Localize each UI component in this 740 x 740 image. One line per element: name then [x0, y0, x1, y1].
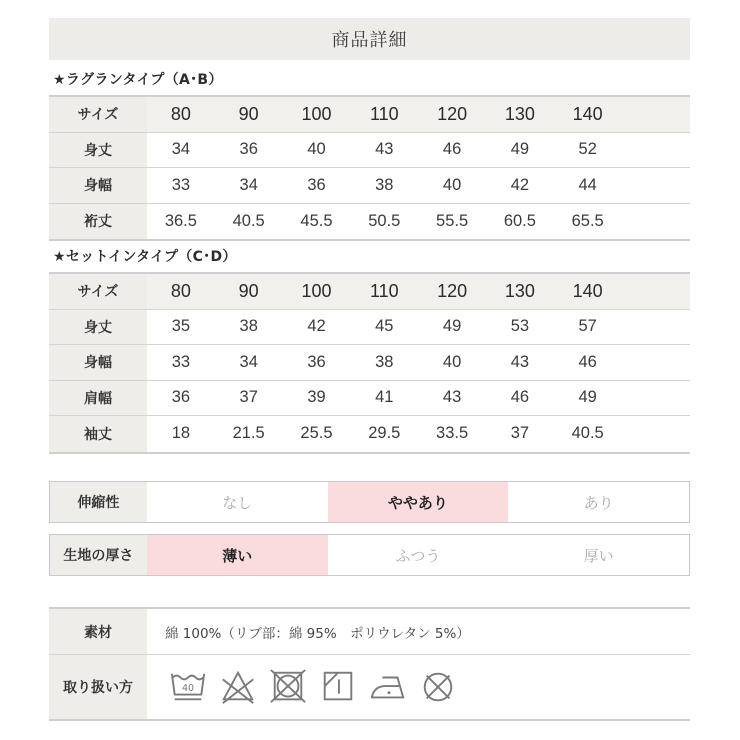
table-cell: 38 — [239, 317, 258, 336]
raglan-heading: ★ラグランタイプ（A･B） — [53, 72, 223, 88]
table-header-row — [49, 274, 690, 310]
table-cell: 46 — [442, 140, 462, 159]
table-cell: 43 — [442, 388, 462, 407]
table-cell: 49 — [442, 317, 462, 336]
no-tumble-dry-icon — [269, 668, 307, 706]
size-header: 130 — [504, 103, 535, 124]
table-cell: 35 — [171, 317, 191, 336]
care-row — [49, 655, 690, 719]
table-cell: 38 — [375, 175, 394, 194]
table-row — [49, 345, 690, 381]
row-label: 袖丈 — [49, 416, 147, 452]
thickness-option-normal: ふつう — [395, 546, 441, 565]
size-header: 80 — [170, 280, 191, 301]
row-label: 身幅 — [49, 345, 147, 380]
table-cell: 60.5 — [503, 211, 536, 230]
table-cell: 40 — [442, 352, 462, 371]
table-cell: 34 — [171, 140, 191, 159]
table-cell: 65.5 — [571, 211, 604, 230]
size-header: 100 — [301, 103, 332, 124]
table-cell: 52 — [578, 140, 597, 159]
table-row — [49, 416, 690, 452]
wash-40-icon — [169, 668, 207, 706]
table-cell: 49 — [510, 140, 530, 159]
low-iron-icon — [369, 668, 407, 706]
table-cell: 55.5 — [436, 211, 469, 230]
no-bleach-icon — [219, 668, 257, 706]
stretch-scale — [49, 481, 690, 523]
row-label: 裄丈 — [49, 204, 147, 240]
care-icons-cell — [147, 655, 690, 719]
table-cell: 40 — [442, 175, 462, 194]
size-header: 140 — [572, 280, 603, 301]
table-row — [49, 381, 690, 417]
material-value: 綿 100%（リブ部：綿 95% ポリウレタン 5%） — [165, 625, 470, 642]
size-header: 140 — [572, 103, 603, 124]
table-row — [49, 310, 690, 346]
setin-heading: ★セットインタイプ（C･D） — [53, 249, 237, 265]
size-header: 90 — [238, 280, 259, 301]
table-cell: 57 — [578, 317, 597, 336]
table-cell: 45 — [375, 317, 394, 336]
table-cell: 37 — [239, 388, 258, 407]
stretch-option-yes: あり — [583, 493, 614, 512]
material-label: 素材 — [49, 609, 147, 654]
stretch-option-none: なし — [222, 493, 253, 512]
table-cell: 33 — [171, 352, 191, 371]
table-cell: 29.5 — [368, 424, 401, 443]
row-label: 身丈 — [49, 310, 147, 345]
size-header: 80 — [170, 103, 191, 124]
size-header: 90 — [238, 103, 259, 124]
svg-text:40: 40 — [181, 682, 195, 694]
header-label: サイズ — [49, 97, 147, 132]
table-cell: 36 — [171, 388, 191, 407]
table-cell: 46 — [510, 388, 530, 407]
thickness-label: 生地の厚さ — [50, 535, 147, 575]
size-header: 120 — [437, 103, 468, 124]
table-cell: 36 — [239, 140, 258, 159]
table-row — [49, 168, 690, 204]
table-cell: 49 — [578, 388, 597, 407]
table-cell: 42 — [510, 175, 530, 194]
size-header: 120 — [437, 280, 468, 301]
table-cell: 40.5 — [232, 211, 265, 230]
material-care-table — [49, 607, 690, 721]
line-dry-icon — [319, 668, 357, 706]
table-cell: 18 — [171, 424, 191, 443]
table-cell: 36 — [307, 175, 326, 194]
table-cell: 41 — [375, 388, 394, 407]
table-row — [49, 204, 690, 240]
table-cell: 36 — [307, 352, 326, 371]
table-cell: 33 — [171, 175, 191, 194]
table-cell: 34 — [239, 175, 258, 194]
table-cell: 43 — [375, 140, 394, 159]
care-icons — [169, 668, 457, 706]
stretch-option-some: ややあり — [328, 482, 509, 522]
table-cell: 34 — [239, 352, 258, 371]
table-cell: 43 — [510, 352, 530, 371]
table-cell: 40 — [307, 140, 326, 159]
size-header: 110 — [369, 280, 399, 301]
thickness-option-thin: 薄い — [147, 535, 328, 575]
material-row — [49, 609, 690, 655]
table-cell: 46 — [578, 352, 597, 371]
page-title: 商品詳細 — [49, 18, 690, 60]
table-header-row — [49, 97, 690, 133]
setin-size-table — [49, 272, 690, 454]
care-label: 取り扱い方 — [49, 655, 147, 719]
raglan-size-table — [49, 95, 690, 241]
table-cell: 38 — [375, 352, 394, 371]
table-cell: 42 — [307, 317, 326, 336]
size-header: 110 — [369, 103, 399, 124]
thickness-option-thick: 厚い — [583, 546, 614, 565]
table-cell: 50.5 — [368, 211, 401, 230]
table-cell: 39 — [307, 388, 326, 407]
table-cell: 45.5 — [300, 211, 333, 230]
header-label: サイズ — [49, 274, 147, 309]
row-label: 身幅 — [49, 168, 147, 203]
row-label: 肩幅 — [49, 381, 147, 416]
table-row — [49, 133, 690, 169]
table-cell: 53 — [510, 317, 530, 336]
table-cell: 33.5 — [436, 424, 469, 443]
table-cell: 44 — [578, 175, 597, 194]
table-cell: 21.5 — [232, 424, 265, 443]
row-label: 身丈 — [49, 133, 147, 168]
size-header: 130 — [504, 280, 535, 301]
table-cell: 40.5 — [571, 424, 604, 443]
thickness-scale — [49, 534, 690, 576]
table-cell: 25.5 — [300, 424, 333, 443]
no-dry-clean-icon — [419, 668, 457, 706]
size-header: 100 — [301, 280, 332, 301]
stretch-label: 伸縮性 — [50, 482, 147, 522]
table-cell: 37 — [510, 424, 530, 443]
table-cell: 36.5 — [164, 211, 197, 230]
